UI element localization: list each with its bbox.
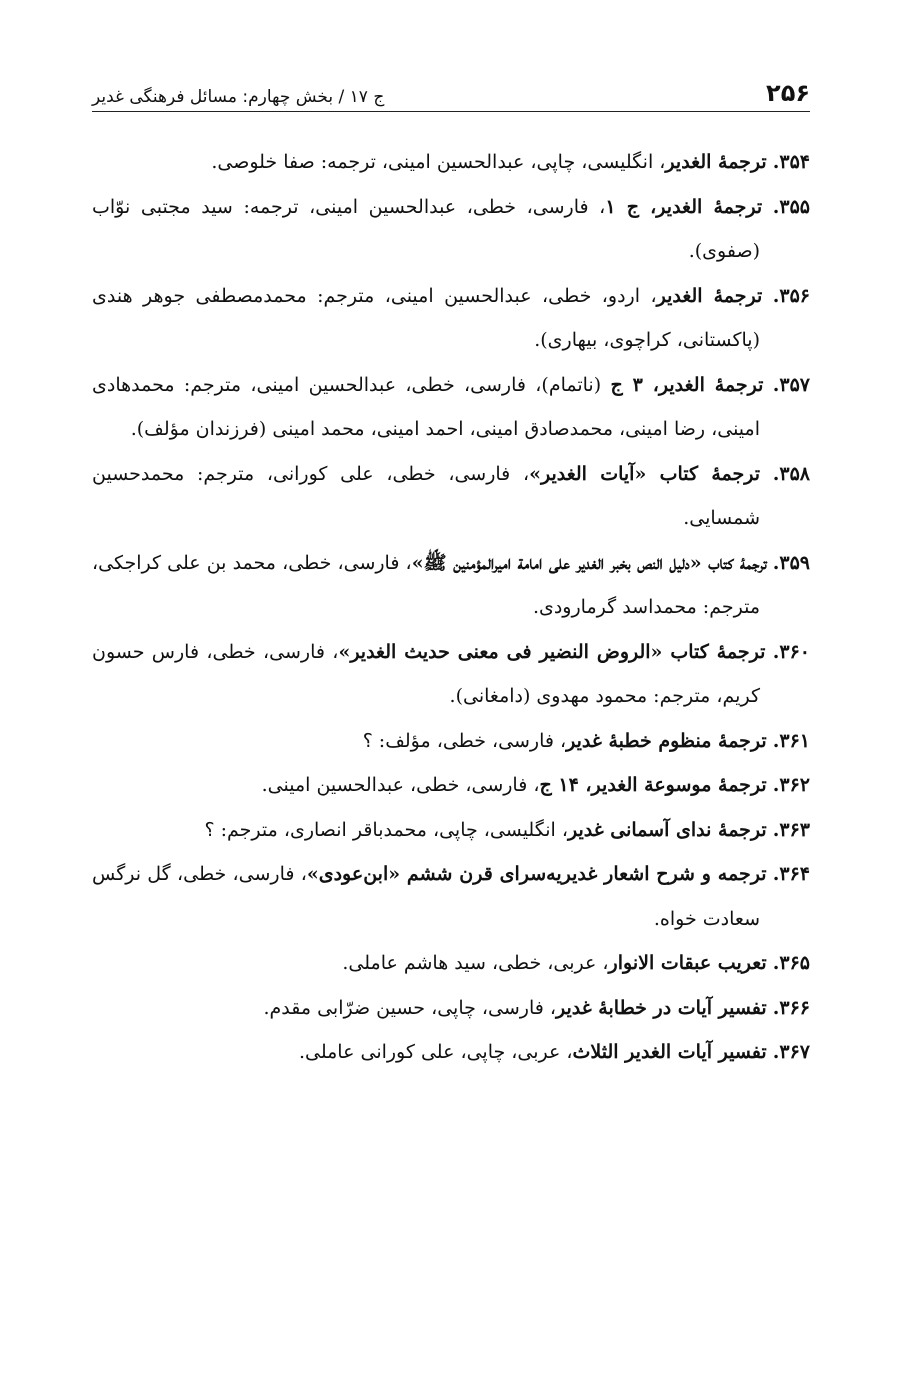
entry-number: ۳۶۱.	[772, 729, 810, 752]
running-title: ج ۱۷ / بخش چهارم: مسائل فرهنگی غدیر	[92, 87, 385, 107]
entry-title: ترجمهٔ الغدیر، ج ۱	[605, 195, 763, 218]
list-item	[92, 185, 810, 274]
entry-details: ، اردو، خطی، عبدالحسین امینی، مترجم: محمدمصطفی جوهر هندی (پاکستانی، کراچوی، بیهاری).	[92, 284, 760, 351]
list-item	[92, 719, 810, 764]
bibliography-list	[92, 140, 810, 1075]
entry-title: ترجمهٔ ندای آسمانی غدیر	[567, 818, 767, 841]
list-item	[92, 763, 810, 808]
book-page	[92, 0, 810, 1390]
entry-number: ۳۶۳.	[772, 818, 810, 841]
entry-number: ۳۶۰.	[772, 640, 810, 663]
list-item	[92, 630, 810, 719]
entry-title: ترجمهٔ الغدیر، ۳ ج	[610, 373, 764, 396]
entry-number: ۳۵۵.	[772, 195, 810, 218]
page-number: ۲۵۶	[766, 79, 810, 107]
entry-title: ترجمهٔ کتاب «الروض النضیر فی معنی حدیث الغدیر»	[338, 640, 766, 663]
entry-details: ، فارسی، خطی، مؤلف: ؟	[362, 729, 567, 752]
entry-number: ۳۵۷.	[772, 373, 811, 396]
entry-title: تفسیر آیات الغدیر الثلاث	[572, 1041, 767, 1063]
entry-details: ، انگلیسی، چاپی، عبدالحسین امینی، ترجمه: صفا خلوصی.	[211, 151, 666, 173]
entry-number: ۳۶۴.	[772, 863, 810, 885]
entry-number: ۳۵۴.	[772, 151, 810, 173]
list-item	[92, 274, 810, 363]
entry-title: ترجمهٔ منظوم خطبهٔ غدیر	[566, 729, 767, 752]
entry-title: ترجمهٔ موسوعة الغدیر، ۱۴ ج	[539, 774, 767, 796]
entry-details: ، فارسی، خطی، فارس حسون کریم، مترجم: محمود مهدوی (دامغانی).	[92, 640, 760, 707]
list-item	[92, 986, 810, 1031]
entry-number: ۳۵۸.	[772, 462, 810, 485]
list-item	[92, 363, 810, 452]
entry-title: تعریب عبقات الانوار	[608, 952, 767, 974]
page-header	[92, 72, 810, 112]
entry-details: ، فارسی، خطی، علی کورانی، مترجم: محمدحسین شمسایی.	[92, 462, 760, 529]
list-item	[92, 852, 810, 941]
entry-number: ۳۶۵.	[772, 952, 810, 974]
entry-details: (ناتمام)، فارسی، خطی، عبدالحسین امینی، مترجم: محمدهادی امینی، رضا امینی، محمدصادق امینی، احمد امینی، محمد امینی (فرزندان مؤلف).	[92, 373, 760, 440]
entry-number: ۳۶۷.	[772, 1041, 810, 1063]
entry-details: ، فارسی، خطی، عبدالحسین امینی.	[261, 774, 540, 796]
entry-details: ، فارسی، چاپی، حسین ضرّابی مقدم.	[263, 996, 557, 1019]
entry-number: ۳۶۶.	[772, 996, 810, 1019]
list-item	[92, 808, 810, 853]
entry-details: ، عربی، خطی، سید هاشم عاملی.	[342, 952, 609, 974]
entry-details: ، انگلیسی، چاپی، محمدباقر انصاری، مترجم: ؟	[204, 818, 568, 841]
entry-details: ، فارسی، خطی، گل نرگس سعادت خواه.	[92, 863, 760, 930]
entry-title: ترجمه و شرح اشعار غدیریه‌سرای قرن ششم «ابن‌عودی»	[306, 863, 767, 885]
entry-title: ترجمهٔ الغدیر	[665, 151, 767, 173]
list-item	[92, 452, 810, 541]
entry-number: ۳۵۹.	[772, 551, 811, 574]
entry-title: تفسیر آیات در خطابهٔ غدیر	[556, 996, 767, 1019]
list-item	[92, 541, 810, 630]
entry-title: ترجمهٔ الغدیر	[656, 284, 763, 307]
entry-title: ترجمهٔ کتاب «دلیل النص بخبر الغدیر علی امامة امیرالمؤمنین ﷺ»	[411, 551, 767, 574]
list-item	[92, 941, 810, 986]
entry-number: ۳۶۲.	[772, 774, 810, 796]
entry-number: ۳۵۶.	[772, 284, 811, 307]
entry-title: ترجمهٔ کتاب «آیات الغدیر»	[529, 462, 761, 485]
list-item	[92, 1030, 810, 1075]
entry-details: ، فارسی، خطی، عبدالحسین امینی، ترجمه: سید مجتبی نوّاب (صفوی).	[92, 195, 760, 262]
entry-details: ، عربی، چاپی، علی کورانی عاملی.	[298, 1041, 573, 1063]
entry-details: ، فارسی، خطی، محمد بن علی کراجکی، مترجم: محمداسد گرمارودی.	[92, 551, 760, 618]
list-item	[92, 140, 810, 185]
